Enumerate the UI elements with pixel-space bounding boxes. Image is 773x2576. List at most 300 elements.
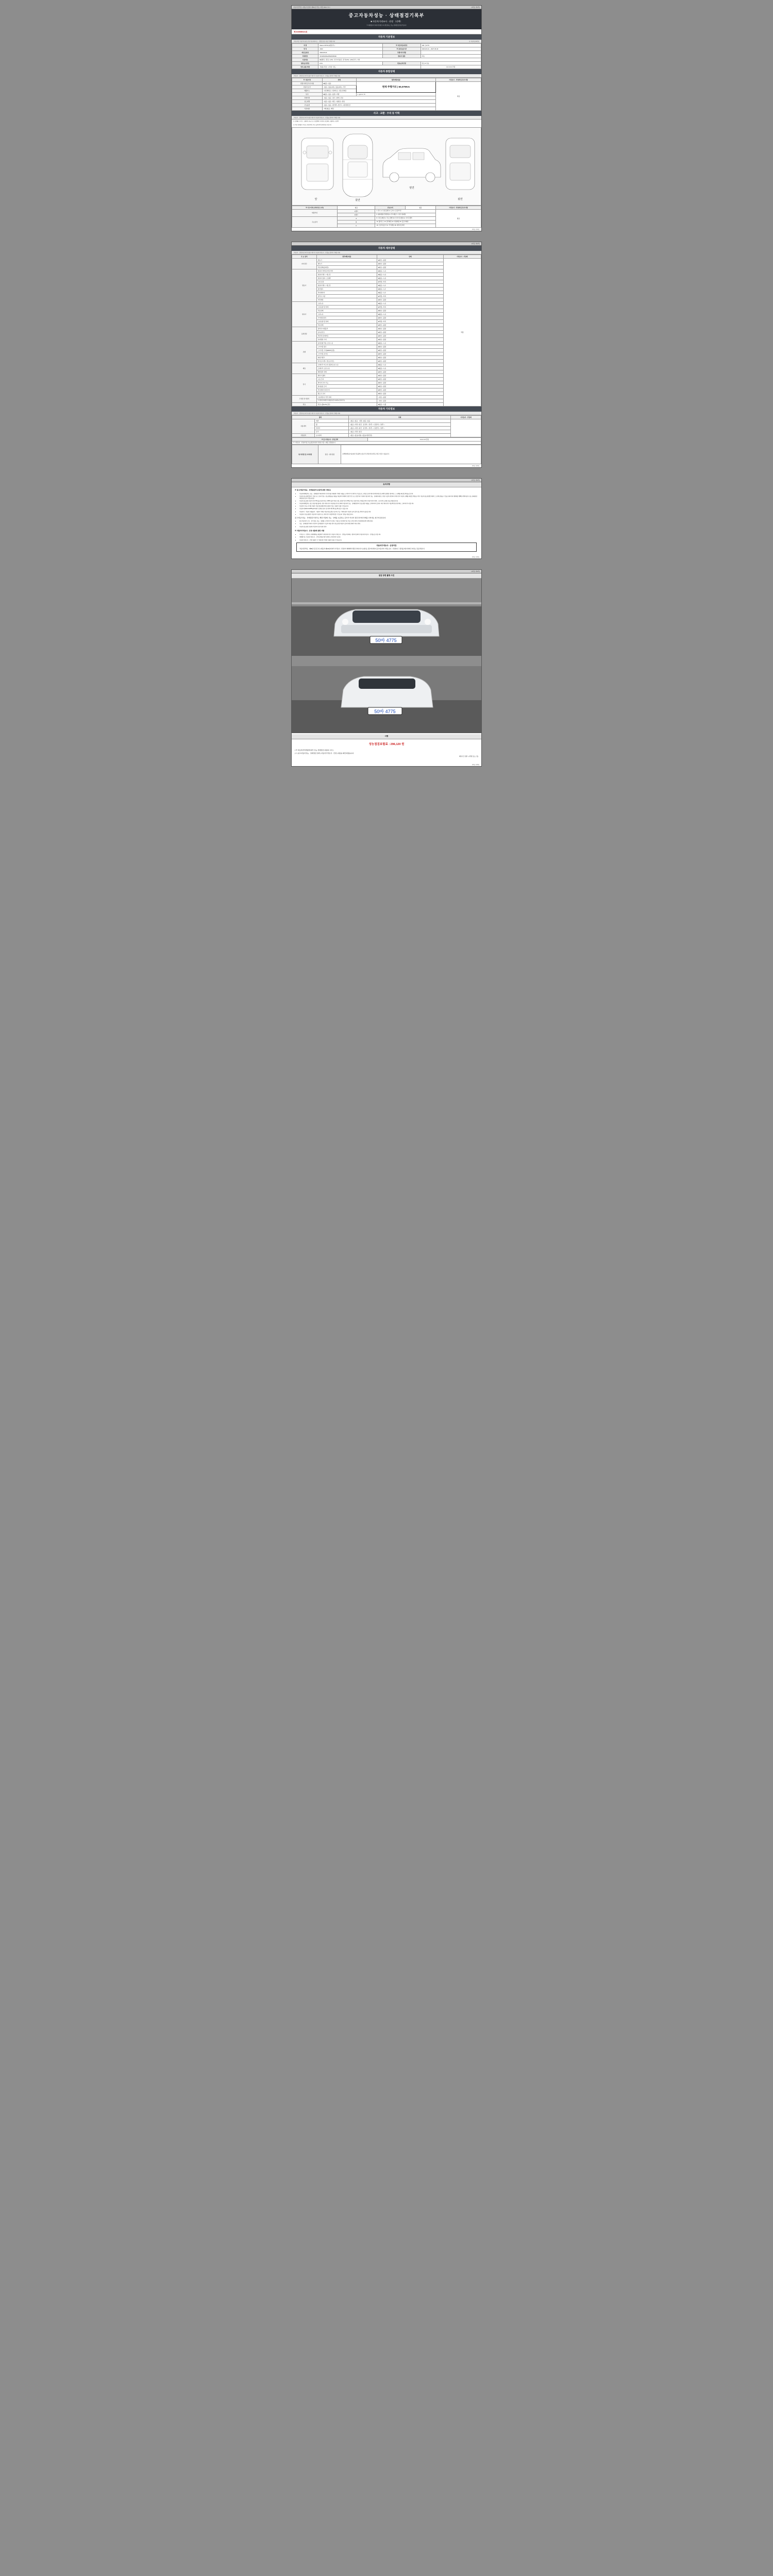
document-number: 제 0235089131호 xyxy=(292,29,481,35)
table-row xyxy=(292,58,481,62)
col-other-item: 항목 xyxy=(292,415,349,419)
col-remark2: 가격조사 · 산업에 xyxy=(443,255,481,258)
row-value-plate: 106 구4775 xyxy=(421,44,481,47)
total-price-value: 0 0 0 0 0 만원 xyxy=(367,437,481,441)
table-row xyxy=(292,65,481,69)
table-row xyxy=(292,258,481,262)
item-1-5: 워터펌프 xyxy=(316,287,377,291)
title-block xyxy=(292,9,481,29)
sheet4-header-bar xyxy=(292,570,481,573)
col-item: 항목/해당내용 xyxy=(316,255,377,258)
row-value-carname: Mean 2.0TDI (4륜방식 ) xyxy=(318,44,383,47)
row-state-7: □해당없음 □해당 xyxy=(322,107,435,111)
section-other-note xyxy=(292,412,481,415)
row-value-typeapproval: D7U xyxy=(318,62,383,65)
state-5-0: ■없음 □누유 xyxy=(377,363,443,366)
detail-note: (자동차 · 산업에 및 특기사항은 매수자 자동차가격조사 · 산업을 결과에 기재합니다) xyxy=(294,251,340,253)
col-other-state: 상태 xyxy=(349,415,451,419)
simple-repair-value: 없음 xyxy=(406,206,436,209)
item-2-6: 작동상태 xyxy=(316,323,377,327)
table-row xyxy=(292,47,481,51)
row-value-seats: 연료 5 인승 xyxy=(421,62,481,65)
page-indicator-4: (3쪽중 제3쪽) xyxy=(471,570,480,573)
notice-item: • 매매업자는 자동차가격조사 · 산정 결과를 매수인에게 고지하여야 합니다. xyxy=(299,536,478,538)
item-5-1: 브레이크 오일 누유 xyxy=(316,366,377,370)
state-6-3: ■양호 □불량 xyxy=(377,384,443,388)
definition-box-title: 자동차가격조사 · 산정이란 xyxy=(376,545,397,547)
group-label-8: 연료 xyxy=(292,402,317,406)
detail-state-table xyxy=(292,255,481,406)
table-row xyxy=(292,55,481,58)
item-0-2: 작동상태(공회전) xyxy=(316,265,377,269)
frame-b-label: B xyxy=(338,220,375,224)
notice-head-2: ※ 자동차가격조사 · 산정 내용에 관한 사항 xyxy=(295,530,325,532)
notice-item: • 중고자동차의 구조 · 장치 별도 성능 · 상태를 고지하지 아니하고 거짓으로 검검하거나 거짓 고지한 경우 (거짓/상태 관련 피해 보상) xyxy=(299,520,478,522)
outer-panel-label: 외판부위 xyxy=(292,209,338,216)
sheet-3 xyxy=(291,478,482,559)
rank1-text: 1. 후드 2. 프론트펜더 3. 도어 4. 트렁크리드 xyxy=(375,209,435,213)
row-state-0: ■없음 □있음 xyxy=(322,82,356,86)
state-2-4: ■양호 □불량 xyxy=(377,316,443,319)
page-4-footer: (3쪽중 제3쪽) xyxy=(472,764,479,766)
table-row xyxy=(292,437,481,441)
item-1-4: 실린더 헤드 / 개스킷 xyxy=(316,283,377,287)
state-7-0: □양호 □불량 xyxy=(377,395,443,399)
group-label-4: 조향 xyxy=(292,341,317,363)
row-state-1: □없음 □있음(1회) □있음(2회) □기타 xyxy=(322,86,356,89)
state-0-1: ■양호 □불량 xyxy=(377,262,443,265)
row-value-inspection: 2023-06-01 ~ 2027-06-30 xyxy=(421,47,481,51)
state-6-0: ■양호 □불량 xyxy=(377,374,443,377)
row-state-6: □없음 □있음 □에어백 □썬루프 □네비게이션 xyxy=(322,104,435,107)
row-state-2: □일산화탄소 □탄화수소 □질소산화물 xyxy=(322,89,356,93)
state-1-1: ■없음 □누유 xyxy=(377,273,443,276)
car-diagram-svg xyxy=(292,128,482,204)
row-value-firstreg: 2023-05-31 xyxy=(318,51,383,55)
state-5-2: ■양호 □불량 xyxy=(377,370,443,374)
total-price-label: ※ 총 가격조사 · 산정 금액 xyxy=(292,437,368,441)
state-2-0: ■없음 □누유 xyxy=(377,301,443,305)
frame-label: 주요골격 xyxy=(292,216,338,227)
state-2-5: ■적정 □부족 xyxy=(377,319,443,323)
item-6-3: 실내송풍 모터 xyxy=(316,384,377,388)
notice-item: • 자동차의 성능점검은 자동차의 사용자 또는 매수인이 직접 확인할 수 있도록 기준을 제공합니다. xyxy=(299,514,478,516)
table-row xyxy=(292,206,481,209)
basic-info-right-note: ※ 자동차등록번호 xyxy=(468,41,479,42)
sheet-2 xyxy=(291,242,482,468)
state-4-2: ■양호 □불량 xyxy=(377,348,443,352)
notice-item: • 자동차매매업자는 성능 · 상태점검기록부(이하 '산정 내용 제외)에 기재된 내용을 고지하지 아니하거나 거짓으로 고지함으로써 매수인에게 재산상 손해가 발생한 경우에는 그 손해를 배상할 책임을 집니다. xyxy=(299,493,478,495)
state-1-5: ■없음 □누수 xyxy=(377,287,443,291)
col-state: 상태 xyxy=(377,255,443,258)
notice-item: • 성능 · 상태점검기록부 작성자의 실제점검이 사실과 다를 경우 (성능점검 내용과 실제 차량 상태가 다른 경우) xyxy=(299,523,478,525)
item-4-1: 스티어링 펌프 xyxy=(316,345,377,348)
state-4-4: ■양호 □불량 xyxy=(377,355,443,359)
wheel-state: □없음 □교환 □판금 xyxy=(350,423,362,426)
tire-detail: 운전석 □ 전/후 □ / 동반석 □ 전/후 □ xyxy=(363,427,385,429)
total-price-note: ※ 가격조사 · 산정가격은 성능점검기록부 작성일 기준 시세로 산정합니다 xyxy=(292,441,481,444)
accident-result: 없음 xyxy=(435,209,481,227)
item-4-0: 동력조향 작동 오일 누유 xyxy=(316,341,377,345)
special-notes-label: 특기사항 및 고지사항 xyxy=(292,445,318,464)
state-1-8: ■양호 □불량 xyxy=(377,298,443,301)
other-item-wheel: 휠 xyxy=(315,422,349,426)
document-title: 중고자동차성능 · 상태점검기록부 xyxy=(348,13,425,18)
notice-head-1: ※ 중고자동차성능 · 상태점검의 보증에 관한 사항 등 xyxy=(295,488,331,491)
col-remark: 가격조사 · 산업에 및 특기사항 xyxy=(435,78,481,82)
notice-body xyxy=(292,487,481,555)
row-mid-3: 1. ppm 2. % xyxy=(356,93,435,96)
frame-c-text: 16. 트렁크플로어 17. 리어패널 18. 패키지트레이 xyxy=(375,224,435,227)
accident-summary-table xyxy=(292,206,481,228)
interior-label: 내장 xyxy=(359,419,362,422)
state-3-3: ■양호 □불량 xyxy=(377,337,443,341)
page-3-footer: (3쪽중 제3쪽) xyxy=(472,556,479,558)
group-label-5: 제동 xyxy=(292,363,317,374)
sheet-4-wrap xyxy=(0,564,773,772)
row-value-fuel: ■휘발유 □경유 □LPG □전기/가솔린 □전기/LPG □LPG전기 □기타 xyxy=(318,58,481,62)
col-state: 상태 xyxy=(322,78,356,82)
svg-text:뒷면: 뒷면 xyxy=(458,197,463,201)
other-item-glass: 유리 xyxy=(315,430,349,433)
other-item-exterior: 외관 xyxy=(315,419,349,422)
table-row xyxy=(292,44,481,47)
state-2-6: ■양호 □불량 xyxy=(377,323,443,327)
state-6-5: ■양호 □불량 xyxy=(377,392,443,395)
row-label-firstreg: 최초등록일 xyxy=(292,51,318,55)
notice-list-1 xyxy=(295,493,478,516)
other-result xyxy=(451,419,481,437)
other-item-manual: 보수내역 xyxy=(315,433,349,437)
group-label-7: 고전원 전기장치 xyxy=(292,395,317,402)
row-cat-6: 주요옵션 xyxy=(292,104,323,107)
state-1-2: ■없음 □누유 xyxy=(377,276,443,280)
col-detail: 항목/해당내용 xyxy=(356,78,435,82)
item-2-2: 작동상태 xyxy=(316,309,377,312)
rank2-label: 2랭크 xyxy=(338,213,375,216)
form-header-bar xyxy=(292,6,481,9)
state-5-1: ■없음 □누유 xyxy=(377,366,443,370)
group-label-0: 자기진단 xyxy=(292,258,317,269)
notice-item: • 가격조사 · 산정자는 매매계약을 체결하기 전에 매수인이 자동차 가격조사 · 산정을 의뢰하는 경우에 한하여 자동차가격조사 · 산정을 실시합니다. xyxy=(299,534,478,536)
item-1-3: 오일 유량 xyxy=(316,280,377,283)
table-row xyxy=(292,441,481,444)
other-cat-use: 사용내역 xyxy=(292,419,315,433)
col-major-device: 주 요 장치 xyxy=(292,255,317,258)
item-4-5: 타이로드엔드 및 볼 조인트 xyxy=(316,359,377,363)
special-notes-sub: 점검 · 내부점검 xyxy=(318,445,341,464)
row-label-plate: ※ 자동차등록번호 xyxy=(383,44,421,47)
state-1-7: ■적정 □부족 xyxy=(377,294,443,298)
col-usehistory: ※ 사용이력 xyxy=(292,78,323,82)
row-cat-3: 튜닝 xyxy=(292,93,323,96)
table-row xyxy=(292,445,481,464)
state-0-2: ■양호 □불량 xyxy=(377,265,443,269)
row-label-vin: 차대번호 xyxy=(292,55,318,58)
detail-result: 적정 xyxy=(443,258,481,406)
row-value-vin: WVWZZZ3HZPEX005300 xyxy=(318,55,383,58)
section-accident-note xyxy=(292,116,481,120)
state-4-1: ■양호 □불량 xyxy=(377,345,443,348)
photo-underbody-svg xyxy=(292,656,481,733)
item-3-2: 추진축 및 베어링 xyxy=(316,334,377,337)
frame-a-text: 8. 프론트패널 9. 크로스멤버 10. 인사이드패널 11. 사이드멤버 xyxy=(375,216,435,220)
item-3-1: 등속조인트 xyxy=(316,330,377,334)
accident-label: ※ 사고이력 (교차/단순 수리) xyxy=(292,206,338,209)
photos-title: 점검 장면 촬영 사진 xyxy=(292,573,481,579)
sheet-1-wrap xyxy=(0,0,773,236)
row-label-inspection: ※ 검사유효기간 xyxy=(383,47,421,51)
sheet-1 xyxy=(291,5,482,231)
notice-mid-note: 중고자동차성능 · 상태점검기록부는 해당 차량의 성능 · 상태를 보증하는 문서가 아니며 점검 당시의 상태를 나타내는 참고자료입니다. xyxy=(295,517,386,519)
table-header-row xyxy=(292,415,481,419)
item-6-5: 윈도우 모터 xyxy=(316,392,377,395)
state-1-3: ■적정 □부족 xyxy=(377,280,443,283)
state-1-0: ■없음 □누유 xyxy=(377,269,443,273)
state-1-4: ■없음 □누수 xyxy=(377,283,443,287)
page-indicator-3: (3쪽중 제3쪽) xyxy=(471,479,480,481)
notice-list-3 xyxy=(295,534,478,541)
row-label-year: 연 식 xyxy=(292,47,318,51)
state-8-0: ■없음 □누출 xyxy=(377,402,443,406)
item-4-3: 스티어링 조인트 xyxy=(316,352,377,355)
sheet2-header-bar xyxy=(292,242,481,246)
inspection-photo-front xyxy=(292,579,481,656)
notice-item: • 자동차성능점검업자가 거짓 또는 오류가 있는 성능점검물을 내용을 제공하여 매매의 보증기간 또는 보증거리 이내에 자동차의 성능 · 상태에 대한 고지한 사실이 관련되어 매수인이 자동차 손해를 배상할 책임을 지며, 자동차성능점검업자에게 그 손해 상당을 수 있습니다(이하 생략)(법 제58조의5(자동차 성능·상태점검 책임보험 등의 가입) 관련) xyxy=(299,496,478,499)
item-0-1: 변속기 xyxy=(316,262,377,265)
svg-text:옆면: 옆면 xyxy=(409,186,414,190)
group-label-3: 동력전달 xyxy=(292,327,317,341)
row-label-carname: 차 명 xyxy=(292,44,318,47)
document-page xyxy=(0,0,773,772)
row-value-mileage-status: - xyxy=(421,51,481,55)
frame-b-text: 12. 휠하우스 13. 필러패널 14. 대쉬패널 15. 플로어패널 xyxy=(375,220,435,224)
overall-note: (자동차 · 산업에 및 특기사항은 매수자 자동차가격조사 · 산업을 결과에 기재합니다) xyxy=(294,75,340,77)
special-notes-text: 본/해외에널오입/보험 컨트롤박스/들/고치 부분인입 완경 도색은 인물 수 있습니다. xyxy=(341,445,481,464)
rank2-text: 5. 쿼터패널(리어펜더) 6. 루프패널 7. 사이드실패널 xyxy=(375,213,435,216)
overall-result: 적정 xyxy=(435,82,481,111)
item-2-4: 기어변속장치 xyxy=(316,316,377,319)
state-2-2: ■양호 □불량 xyxy=(377,309,443,312)
item-6-2: 와이퍼 모터 기능 xyxy=(316,381,377,384)
interior-state: □없음 □있음 xyxy=(362,419,371,422)
accident-value: 없음 xyxy=(338,206,375,209)
other-state-glass: □없음 □교환 □판금 xyxy=(349,430,451,433)
frame-c-label: C xyxy=(338,224,375,227)
section-overall-note xyxy=(292,74,481,78)
table-row xyxy=(292,62,481,65)
definition-box xyxy=(296,543,477,552)
row-cat-1: 자동차 초기 xyxy=(292,86,323,89)
document-subtitle: ■ 자동차가격조사 · 산정 （선택） xyxy=(371,20,402,23)
basic-info-left-note: (자동차법 거짓기재 통보신청 자동차관리소 · 산업별 검토사항 기재됩니다) xyxy=(294,41,335,42)
page-indicator-1: (3쪽중 제1쪽) xyxy=(471,6,480,8)
wheel-detail: 운전석 □ 전/후 □ / 동반석 □ 전/후 □ xyxy=(363,423,385,426)
item-8-0: 연료누출(LPG포함) xyxy=(316,402,377,406)
document-description: ※ 매매업자가 매수인에게 고지·발급하는 성능·상태점검기록부입니다 xyxy=(366,25,407,26)
sheet-2-wrap xyxy=(0,236,773,473)
item-1-8: 커먼레일 xyxy=(316,298,377,301)
table-header-row xyxy=(292,78,481,82)
item-4-2: 스티어링 기어(MDPS포함) xyxy=(316,348,377,352)
sheet3-header-bar xyxy=(292,479,481,482)
item-2-0: 오일누유 xyxy=(316,301,377,305)
item-1-7: 냉각수 수량 xyxy=(316,294,377,298)
svg-text:윗면: 윗면 xyxy=(355,198,360,202)
row-label-typeapproval: 형식승인번호 xyxy=(292,62,318,65)
state-2-3: ■없음 □누유 xyxy=(377,312,443,316)
row-label-transmission: 변속기 종류 xyxy=(383,55,421,58)
row-label-mileage-status: 주행거리 현황 xyxy=(383,51,421,55)
rank1-label: 1랭크 xyxy=(338,209,375,213)
group-label-2: 변속기 xyxy=(292,301,317,327)
state-2-1: ■적정 □부족 xyxy=(377,305,443,309)
page-indicator-2: (3쪽중 제2쪽) xyxy=(471,242,480,245)
state-6-2: ■양호 □불량 xyxy=(377,381,443,384)
state-3-1: ■양호 □불량 xyxy=(377,330,443,334)
section-basic-info-note xyxy=(292,40,481,43)
row-cat-4: 특별이력 xyxy=(292,96,323,100)
section-detail-title: 자동차 세부상태 xyxy=(292,246,481,251)
page-1-footer: (3쪽중 제1쪽) xyxy=(472,228,479,230)
sheet-3-wrap xyxy=(0,473,773,564)
notice-item: • 자동차성능점검 보험기간은 30 일을 보증거리는 2,000 킬로미터로 최소 (보증기간은 30일 이상, 보증거리는 2천킬로미터 이상이어야 하며, 그 중 먼저 도래한 것을 적용합니다) xyxy=(299,500,478,502)
row-cat-5: 용도변경 xyxy=(292,100,323,104)
item-1-1: 실린더 헤드 / 개스킷 xyxy=(316,273,377,276)
group-label-6: 전기 xyxy=(292,374,317,395)
item-2-5: 오일유량 및 상태 xyxy=(316,319,377,323)
svg-text:50바 4775: 50바 4775 xyxy=(375,638,397,643)
item-1-2: 실린더 블록 / 오일팬 xyxy=(316,276,377,280)
page-2-footer: (3쪽중 제2쪽) xyxy=(472,465,479,467)
other-state-wheel xyxy=(349,419,451,426)
state-4-3: ■양호 □불량 xyxy=(377,352,443,355)
other-state-manual: □없음 □있음(지참) □있음(지참안함) xyxy=(349,433,451,437)
row-value-color: 전(前) 차량 : 1 차량 / 결도 : xyxy=(318,65,421,69)
row-state-5: □없음 □있음 □렌트 □영업용 □관용 xyxy=(322,100,435,104)
inspection-photo-underbody xyxy=(292,656,481,733)
table-header-row xyxy=(292,255,481,258)
col-other-remark: 가격조사 · 산업에 xyxy=(451,415,481,419)
item-4-4: 파워크랭크 xyxy=(316,355,377,359)
state-4-0: ■없음 □누유 xyxy=(377,341,443,345)
other-note: (자동차 · 산업에 및 특기사항은 매수자 자동차가격조사 · 산업을 결과에 기재합니다) xyxy=(294,412,340,414)
notice-title: 유의사항 xyxy=(292,482,481,487)
other-cat-basic: 기본품목 xyxy=(292,433,315,437)
total-price-table xyxy=(292,437,481,445)
notice-item: • 자동차의 성능 (구매) 사항은 자동차등록원부에 등록되어 있는 내용과 다를 수 있습니다. xyxy=(299,505,478,507)
row-label-fuel: 사용연료 xyxy=(292,58,318,62)
signature-line-1: [ ※ 자동차관리법령에 따라 성능·상태점검 내용의 고지 ] xyxy=(295,749,333,752)
photo-front-svg xyxy=(292,579,481,656)
table-row xyxy=(292,209,481,213)
state-3-0: ■양호 □불량 xyxy=(377,327,443,330)
accident-legend-2: ※ 하단 상태표시 부호는 외판부위, 주요 골격부위 상태에 표시합니다 xyxy=(293,124,331,126)
item-7-1: 고전원전기배선 상태(접속단자/피복/손상/부식) xyxy=(316,399,377,402)
exterior-state: □없음 □있음 xyxy=(350,419,358,422)
table-row xyxy=(292,419,481,422)
notice-item: • 자동차매매업자는 중고자동차를 팔려는 경우 매수인이 자동차를 인수한 때에 자동차의 성능 · 상태점검자의 성능점검 내용을 고지하여야 합니다. 다만 매수인이 이를 확인한 경우에는 그러하지 아니합니다. xyxy=(299,503,478,505)
row-label-seats: 연료/승차인원 xyxy=(383,62,421,65)
row-state-3: ■없음 □있음 □불법 □적법 xyxy=(322,93,356,96)
state-6-1: ■양호 □불량 xyxy=(377,377,443,381)
svg-text:앞: 앞 xyxy=(314,197,317,201)
notice-item: • 자동차의 · 자동차 내용물과 · 사항목 기재한 자동차성능정보 및 주요기능 기재사항과 자동차 등과 같은 별도 확인이 필요합니다. xyxy=(299,511,478,513)
group-label-1: 원동기 xyxy=(292,269,317,301)
frame-a-label: A xyxy=(338,216,375,220)
sheet-4 xyxy=(291,569,482,767)
row-value-year: 2023 xyxy=(318,47,383,51)
other-state-tire xyxy=(349,426,451,430)
definition-box-text: 「자동차관리법」 제58조 및 같은 법 시행규칙 제120조에 따라 가격조사 · 산정자가 매매계약 체결 전 매수인이 요청하는 경우에 한하여 중고자동차의 가격을 조사 · 산정하여 그 결과를 매수인에게 고지하는 것을 말합니다. xyxy=(298,548,425,550)
state-4-5: ■양호 □불량 xyxy=(377,359,443,363)
inspection-fee: 성능점검보험료 : 296,120 원 xyxy=(368,743,405,747)
item-2-3: 오일누유 xyxy=(316,312,377,316)
section-other-title: 자동차 기타정보 xyxy=(292,406,481,412)
notice-item: • 자동차가격조사 · 산정 내용은 이 기록부에 기재된 내용과 다를 수 있습니다. xyxy=(299,539,478,541)
item-6-1: 시동 모터 xyxy=(316,377,377,381)
item-3-3: 디퍼렌셜 기어 xyxy=(316,337,377,341)
item-5-0: 브레이크 마스터 실린더오일 누유 xyxy=(316,363,377,366)
state-0-0: ■양호 □불량 xyxy=(377,258,443,262)
accident-note: (자동차 · 산업에 및 특기사항은 매수자 자동차가격조사 · 산업을 결과에 기재합니다) xyxy=(294,117,340,118)
item-0-0: 원동기 xyxy=(316,258,377,262)
special-notes-table xyxy=(292,445,481,464)
car-damage-diagram xyxy=(292,127,481,206)
other-state-exterior xyxy=(349,419,451,422)
accident-legend-1: ※ 상태표시 부호 : 교환(X), 판금 또는 용접(W), 부식(C), 흠집(A), 요철(U), 손상(T) xyxy=(293,121,339,122)
mileage-display: 현재 주행거리 | 50,079Km xyxy=(356,82,435,93)
row-cat-7: 리콜대상 xyxy=(292,107,323,111)
simple-repair-label: 단순수리 xyxy=(375,206,406,209)
notice-list-2 xyxy=(295,520,478,528)
item-2-1: 오일유량 및 상태 xyxy=(316,305,377,309)
signature-title: 서명 xyxy=(292,734,481,739)
table-row xyxy=(292,51,481,55)
basic-info-table xyxy=(292,43,481,69)
item-1-0: 실린더 커버/로커암 커버 xyxy=(316,269,377,273)
section-basic-info-title: 자동차 기본정보 xyxy=(292,35,481,40)
section-overall-title: 자동차 종합상태 xyxy=(292,69,481,74)
table-row xyxy=(292,82,481,86)
item-7-0: 구동축전지 격리 상태 xyxy=(316,395,377,399)
accident-remark-label: 가격조사 · 산업에 및 특기사항 xyxy=(435,206,481,209)
item-1-6: 라디에이터 xyxy=(316,291,377,294)
signature-line-2: [ Y ] 중고자동차성능 · 상태점검 결과 [ 자동차가격조사 · 산정 ] 내용을 확인하였습니다. xyxy=(295,752,355,754)
row-state-4: □없음 □있음 □침수 □화재 □전손 xyxy=(322,96,435,100)
svg-text:50바 4775: 50바 4775 xyxy=(374,709,396,715)
item-6-0: 발전기 출력 xyxy=(316,374,377,377)
state-7-1: □양호 □불량 xyxy=(377,399,443,402)
item-6-4: 라디에이터 팬 모터 xyxy=(316,388,377,392)
section-detail-note xyxy=(292,251,481,255)
tire-state: □없음 □교환 □판금 xyxy=(350,427,362,429)
row-cat-0: 연점기계 및 특기사항 xyxy=(292,82,323,86)
other-item-tire: 타이어 xyxy=(315,426,349,430)
state-1-6: ■없음 □누수 xyxy=(377,291,443,294)
section-accident-title: 사고 · 교환 · 수리 등 이력 xyxy=(292,111,481,116)
row-cat-2: 배출가스 xyxy=(292,89,323,93)
form-legal-ref: 자동차관리법 시행규칙 [별지 제82호서식] <개정 2021.7.6.> xyxy=(293,6,331,8)
state-3-2: ■양호 □불량 xyxy=(377,334,443,337)
overall-state-table xyxy=(292,78,481,111)
signature-line-3: 매수인 성명 : (서명 또는 인) xyxy=(459,755,478,757)
other-info-table xyxy=(292,415,481,437)
state-6-4: ■양호 □불량 xyxy=(377,388,443,392)
item-5-2: 배력장치 상태 xyxy=(316,370,377,374)
notice-item: • 자동차의(www.car365.go.kr)에서 상세한 검사 및 정비이력 확인을 확인할 수 있습니다. xyxy=(299,508,478,510)
item-3-0: 클러치 어셈블리 xyxy=(316,327,377,330)
